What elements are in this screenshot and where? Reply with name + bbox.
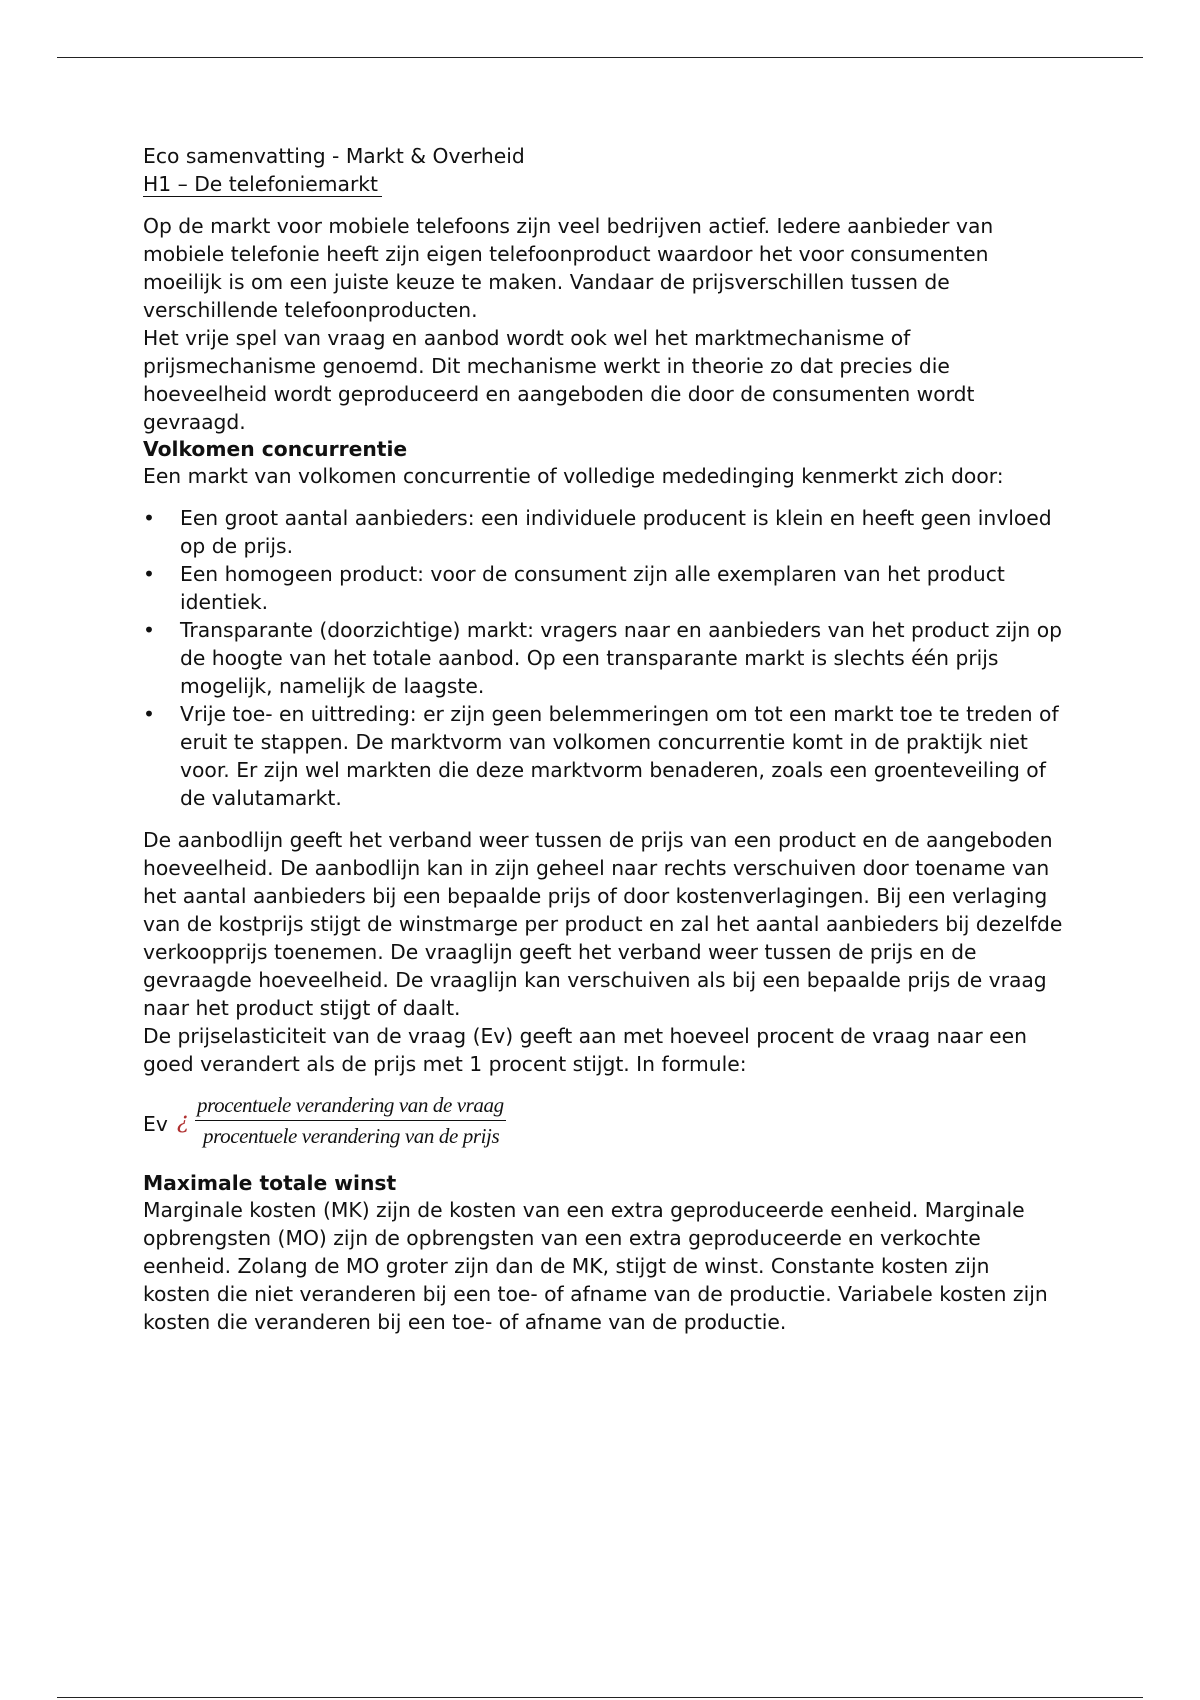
- list-item-text: Vrije toe- en uittreding: er zijn geen belemmeringen om tot een markt toe te treden of eruit te stappen. De marktvorm van volkomen concurrentie komt in de praktijk niet voor. Er zijn wel markten die deze marktvorm benaderen, zoals een groenteveiling of de valutamarkt.: [180, 702, 1059, 810]
- list-item-text: Transparante (doorzichtige) markt: vragers naar en aanbieders van het product zijn op de hoogte van het totale aanbod. Op een transparante markt is slechts één prijs mogelijk, namelijk de laagste.: [180, 618, 1062, 698]
- list-item: [143, 560, 1063, 616]
- header-rule: [57, 57, 1143, 58]
- section-heading-volkomen-concurrentie: Volkomen concurrentie: [143, 437, 408, 461]
- formula-denominator: procentuele verandering van de prijs: [203, 1124, 500, 1148]
- list-item: [143, 504, 1063, 560]
- section-intro: Een markt van volkomen concurrentie of volledige mededinging kenmerkt zich door:: [143, 464, 1004, 488]
- formula-symbol: ¿: [177, 1109, 189, 1134]
- list-item: [143, 700, 1063, 812]
- formula-lhs: Ev: [143, 1112, 168, 1136]
- list-item: [143, 616, 1063, 700]
- document-title: Eco samenvatting - Markt & Overheid: [143, 144, 525, 168]
- chapter-heading-wrap: [143, 170, 1063, 198]
- list-item-text: Een groot aantal aanbieders: een individuele producent is klein en heeft geen invloed op de prijs.: [180, 506, 1052, 558]
- list-item-text: Een homogeen product: voor de consument zijn alle exemplaren van het product identiek.: [180, 562, 1005, 614]
- footer-rule: [57, 1697, 1143, 1698]
- formula-numerator: procentuele verandering van de vraag: [195, 1092, 506, 1121]
- bullet-icon: •: [143, 562, 155, 586]
- bullet-icon: •: [143, 702, 155, 726]
- bullet-icon: •: [143, 506, 155, 530]
- document-body: [143, 142, 1063, 1336]
- section-heading-maximale-totale-winst: Maximale totale winst: [143, 1171, 397, 1195]
- chapter-heading: H1 – De telefoniemarkt: [143, 172, 382, 197]
- profit-paragraph: Marginale kosten (MK) zijn de kosten van een extra geproduceerde eenheid. Marginale opbrengsten (MO) zijn de opbrengsten van een extra geproduceerde en verkochte eenheid. Zolang de MO groter zijn dan de MK, stijgt de winst. Constante kosten zijn kosten die niet veranderen bij een toe- of afname van de productie. Variabele kosten zijn kosten die veranderen bij een toe- of afname van de productie.: [143, 1198, 1048, 1334]
- intro-paragraph-1: Op de markt voor mobiele telefoons zijn veel bedrijven actief. Iedere aanbieder van mobiele telefonie heeft zijn eigen telefoonproduct waardoor het voor consumenten moeilijk is om een juiste keuze te maken. Vandaar de prijsverschillen tussen de verschillende telefoonproducten.: [143, 214, 994, 322]
- formula-fraction: [195, 1092, 506, 1149]
- elasticity-formula: [143, 1092, 1063, 1156]
- elasticity-paragraph: De prijselasticiteit van de vraag (Ev) geeft aan met hoeveel procent de vraag naar een goed verandert als de prijs met 1 procent stijgt. In formule:: [143, 1024, 1027, 1076]
- characteristics-list: [143, 504, 1063, 812]
- bullet-icon: •: [143, 618, 155, 642]
- supply-demand-paragraph: De aanbodlijn geeft het verband weer tussen de prijs van een product en de aangeboden hoeveelheid. De aanbodlijn kan in zijn geheel naar rechts verschuiven door toename van het aantal aanbieders bij een bepaalde prijs of door kostenverlagingen. Bij een verlaging van de kostprijs stijgt de winstmarge per product en zal het aantal aanbieders bij dezelfde verkoopprijs toenemen. De vraaglijn geeft het verband weer tussen de prijs en de gevraagde hoeveelheid. De vraaglijn kan verschuiven als bij een bepaalde prijs de vraag naar het product stijgt of daalt.: [143, 828, 1063, 1020]
- intro-paragraph-2: Het vrije spel van vraag en aanbod wordt ook wel het marktmechanisme of prijsmechanisme genoemd. Dit mechanisme werkt in theorie zo dat precies die hoeveelheid wordt geproduceerd en aangeboden die door de consumenten wordt gevraagd.: [143, 326, 975, 434]
